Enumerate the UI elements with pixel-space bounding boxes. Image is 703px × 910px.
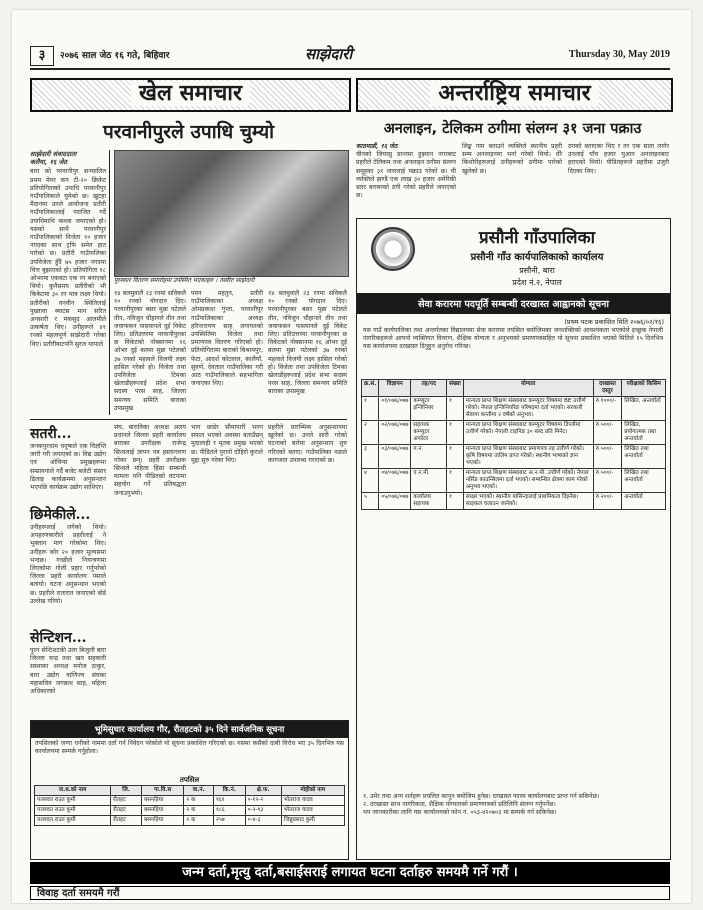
vacancy-table-cell: अन्तर्वार्ता: [622, 493, 666, 510]
notice-footnotes: [363, 793, 663, 853]
notice-footnote-1: १. उमेर तथा अन्य शर्तहरू प्रचलित कानून बमोजिम हुनेछ। दरखास्त फारम कार्यालयबाट प्राप्त गर्न सकिनेछ।: [363, 793, 600, 800]
intl-dateline: काठमाडौं, १६ जेठ: [356, 143, 398, 150]
land-notice-title: भूमिसुधार कार्यालय गौर, रौतहटको ३५ दिने सार्वजनिक सूचना: [31, 721, 348, 738]
vacancy-table-cell: ०४/०७६/०७७: [379, 469, 411, 493]
intl-text-col3: ठगको बताएका थिए र तर एक साता लागेर उनलाई पाँच हजार युआन अनलाइनबाट हराएको थियो। पीडितहरूले प्रहरीमा उजुरी दिएका थिए।: [568, 143, 669, 175]
vacancy-table-cell: मान्यता प्राप्त शिक्षण संस्थाबाट कम्प्युटर विषयमा डिप्लोमा उत्तीर्ण गरेको। नेपाली टाइपिङ ३० शब्द प्रति मिनेट।: [463, 421, 593, 445]
header-date-english: Thursday 30, May 2019: [568, 49, 670, 60]
land-table-header: ज.ध.को नाम: [35, 786, 111, 796]
vacancy-table-cell: १: [447, 469, 464, 493]
vacancy-table-header: तह/पद: [411, 380, 447, 397]
land-table-cell: ०-४-३: [245, 816, 281, 826]
notice-heading: सेवा करारमा पदपूर्ति सम्बन्धी दरखास्त आह्वानको सूचना: [357, 293, 670, 314]
vacancy-table-cell: ०२/०७६/०७७: [379, 421, 411, 445]
prasauni-notice: [356, 218, 671, 860]
land-table-cell: रौतहट: [111, 816, 142, 826]
sports-photo: [114, 150, 349, 277]
land-table-cell: १६१: [213, 796, 245, 806]
sentishan-head: सेन्टिशन...: [30, 630, 87, 646]
intl-text-col1: चीनको जियासु प्रान्तमा हुझ्यान नगरबाट प्रहरीले टेलिकम तथा अनलाइन ठगीमा संलग्न समूहका ३१ जनालाई पक्राउ गरेको छ। यी व्यक्तिले झण्डै एक लाख ३० हजार अमेरिकी डलर बराबरको ठगी गरेको प्रहरीले जनाएको छ।: [356, 151, 456, 200]
land-table-cell: पल्लवत राउत कुमी: [35, 816, 111, 826]
sports-text-col3: पवन महतुन, प्रतीरी गाउँपालिकाका अध्यक्ष ओमप्रकाश गुप्ता, परवानीपुर गाउँपालिकाका अध्यक्ष हरिनारायण साह लगायतको उपस्थितिमा विजेता तथा प्रमाणपत्र वितरण गरिएको हो। प्रतियोगितामा बाराको बिश्रामपुर, फेटा, आदर्श कोटवाल, कालैयाँ, सुवर्ण, देवताल गाउँपालिका गरी आठ गाउँपालिकाले सहभागिता जनाएका थिए।: [191, 290, 263, 388]
divider: [109, 150, 110, 415]
vacancy-table-cell: रु.५००/-: [593, 421, 622, 445]
vacancy-table-cell: मान्यता प्राप्त शिक्षण संस्थाबाट अ.न.मी. उत्तीर्ण गरेको। नेपाल नर्सिङ काउन्सिलमा दर्ता भएको। सम्बन्धित क्षेत्रमा काम गरेको अनुभव भएको।: [463, 469, 593, 493]
land-table-header: गा.वि.स: [142, 786, 184, 796]
vacancy-table-cell: ०५/०७६/०७७: [379, 493, 411, 510]
vacancy-table-cell: रु.२००/-: [593, 493, 622, 510]
vacancy-table-cell: ग.न.: [411, 445, 447, 469]
land-table-title: तपसिल: [179, 776, 200, 784]
vacancy-table-row: [362, 397, 666, 421]
land-table-cell: रौतहट: [111, 806, 142, 816]
vacancy-table-cell: रु.१०००/-: [593, 397, 622, 421]
section-title-international: अन्तर्राष्ट्रिय समाचार: [430, 81, 598, 106]
continuation-column: [30, 424, 106, 696]
land-table-cell: पल्लवत राउत कुमी: [35, 796, 111, 806]
logo-text: साझेदारी: [305, 45, 353, 63]
land-table-cell: बसनहिया: [142, 806, 184, 816]
notice-date: (प्रथम पटक प्रकाशित मिति २०७६/०२/१६): [564, 318, 664, 326]
vacancy-table-cell: ए.न.मी.: [411, 469, 447, 493]
vacancy-table-header: संख्या: [447, 380, 464, 397]
header-date-nepali: २०७६ साल जेठ १६ गते, बिहिवार: [60, 51, 170, 61]
land-table-cell: ०-१२-२: [245, 796, 281, 806]
vacancy-table-cell: १: [447, 445, 464, 469]
vacancy-table-cell: ०३/०७६/०७७: [379, 445, 411, 469]
satari-text: जनकपुरधाम धनुषाले एक विज्ञप्ति जारी गरी जनाएको छ। विद्य उद्योग एवं ओविन्स प्रमुखहरूमा सम्प्रावनाले गर्दै बजेट बजेटी संसार ढिलाइ कार्यक्रममा अनुसन्धान भएपछि कार्यक्रम उद्योग साथिएर।: [30, 443, 106, 492]
vacancy-table-cell: साक्षर भएको। स्थानीय बासिन्दालाई प्राथमिकता दिइनेछ। साइकल चलाउन जानेको।: [463, 493, 593, 510]
footer-ad: जन्म दर्ता,मृत्यु दर्ता,बसाईसराई लगायत घटना दर्ताहरु समयमै गर्ने गरौं ।: [30, 862, 670, 884]
notice-table-wrap: [361, 379, 666, 510]
intl-headline: अनलाइन, टेलिकम ठगीमा संलग्न ३१ जना पक्राउ: [383, 121, 642, 137]
chhimekle-text: उनीहरूलाई लगेको थियो। अपहरणकारीले प्रहरीलाई ने भुक्तान माग गरेकोमा थिए। उनीहरू कोर २० हजार मूल्यसमा भन्दछ। गच्छीले नियन्त्रणमा लिएकोमा गोली प्रहार गर्नुपरेको जिल्ला प्रहरी कार्यालय पसाले बतायो। घटना अनुसन्धान भएको छ। प्रहरीले रातारात जनाएको बोर्ड उल्लेख गरियो।: [30, 524, 106, 605]
land-table-cell: २ क: [184, 816, 214, 826]
vacancy-table-header: दरखास्त दस्तुर: [593, 380, 622, 397]
land-table-cell: पल्लवत राउत कुमी: [35, 806, 111, 816]
land-table-header: मोहीको नाम: [281, 786, 344, 796]
land-table-header: वा.नं.: [184, 786, 214, 796]
vacancy-table-header: विज्ञापन: [379, 380, 411, 397]
vacancy-table-cell: सहायक कम्प्युटर अपरेटर: [411, 421, 447, 445]
government-emblem-icon: [371, 227, 415, 271]
vacancy-table-row: [362, 493, 666, 510]
divider: [30, 419, 347, 420]
notice-org-title: प्रसौनी गाँउपालिका: [478, 228, 596, 248]
land-table-row: [35, 806, 345, 816]
sentishan-text: पुरन सेन्टिशटकी उला बिजुली बारा जिल्ला चन्द्र तथा खत सहकारी सस्थाका अध्यक्ष मनोज ठाकुर, बारा उद्योग वाणिज्य संघका महासचिव जगन्नाथ साह, महिला अधिकारको: [30, 647, 106, 696]
sports-col-1: [30, 150, 106, 426]
land-reform-notice: [30, 720, 349, 860]
vacancy-table-cell: १: [447, 397, 464, 421]
vacancy-table-cell: लिखित, अन्तर्वार्ता: [622, 397, 666, 421]
photo-caption: पुरस्कार वितरण समारोहमा उपस्थित भएकाहरु । तस्वीरः साझेदारी: [114, 277, 255, 284]
land-table-header: कि.नं.: [213, 786, 245, 796]
section-banner-international: [356, 78, 673, 112]
vacancy-table-header: परीक्षाको किसिम: [622, 380, 666, 397]
land-table-cell: रौतहट: [111, 796, 142, 806]
page-number: ३: [30, 46, 54, 66]
land-table-cell: भोतराज यादव: [281, 796, 344, 806]
vacancy-table-cell: ५: [362, 493, 379, 510]
notice-address-2: प्रदेश नं.२, नेपाल: [512, 278, 562, 287]
dateline: कलैया, १६ जेठ: [30, 158, 68, 167]
section-title-sports: खेल समाचार: [131, 81, 250, 106]
land-table-cell: ०-२-१३: [245, 806, 281, 816]
sports-text-col2: १४ बलमुवालै २३ रनमा सविकलै १० रनको योगदान दिए। परवानीपुरका बसर मुन्ना पटेलले तीन, नविजुन चौहानले तीन तथा जवाफकन पासवानले दुई विकेट लिए। प्रतिउत्तरमा परवानीपुरका छ विकेटको नोक्सानमा १६ ओभर दुई बलमा मुन्ना पटेलको ३७ रनको महत्वले विजयी लक्ष्य हासिल गरेको हो। विजेता तथा उपविजेता टिमका खेलाडीहरूलाई प्रदेश सभा सदस्य परस साह, जिल्ला समन्वय समिति बाराका उपप्रमुख: [114, 290, 186, 412]
vacancy-table-cell: ०१/०७६/०७७: [379, 397, 411, 421]
vacancy-table-header: योग्यता: [463, 380, 593, 397]
continuation-text-2: संघ, बाराविका अध्यक्ष अलप प्रधानले जिल्ला प्रहरी कार्यालय बाराका उपरीक्षक राजेन्द्र सिन्धलाई ज्ञापन पत्र हस्तान्तरण गरेका छन्। प्रहरी उपरीक्षक सिन्धले महिला हिंसा सम्बन्धी मामला पनि पीडितको घटनामा सहयोग गर्ने प्रतिबद्धता जनाउनुभयो।: [114, 424, 186, 497]
footer-ad-2: विवाह दर्ता समयमै गरौं: [30, 886, 670, 900]
vacancy-table-cell: मान्यता प्राप्त शिक्षण संस्थाबाट कम्प्युटर विषयमा BE उत्तीर्ण गरेको। नेपाल इन्जिनियरिङ परिषदमा दर्ता भएको। सरकारी सेवामा कम्तीमा २ वर्षको अनुभव।: [463, 397, 593, 421]
land-table: [34, 785, 345, 826]
vacancy-table-cell: लिखित, प्रयोगात्मक तथा अन्तर्वार्ता: [622, 421, 666, 445]
land-table-cell: १८६: [213, 806, 245, 816]
intl-col-1: [356, 143, 456, 211]
land-table-header: जि.: [111, 786, 142, 796]
chhimekle-head: छिमेकीले...: [30, 507, 91, 523]
vacancy-table-cell: १: [362, 397, 379, 421]
sports-text-col1: बारा को परवानीपुर सञ्चालित प्रथम मेयर कप टी-२० क्रिकेट प्रतियोगिताको उपाधि परवानीपुर गाउँपालिकाले चुमेको छ। खुटहा मैदानमा उनले आयोजना प्रतीरी गाउँपालिकालाई पराजित गर्दै उपाधिमाथि कब्जा जमाएको हो। यसको साथै परवानीपुर गाउँपालिकाको विजेता १० हजार नगदका साथ ट्रफि समेत हात पारेको छ। प्रतीरी गाउँपालिका उपविजेता हुँदै ७५ हजार नगदमा चित्त बुझाएको हो। प्रतियोगिता १८ ओभरमा एकवटा एक रन बनाएको थियो। कुनैसमय प्रतीरीको भी किकेटमा ३० रन मात्र लक्ष्य थियो। प्रतीरीको वनवीन स्थितिलाई पुख्तावा ब्याटस मान सरित अनसारी र मकसुद आलमीले उत्कर्षता थिए। उनीहरूले ४१ रनको महत्वपूर्ण साझेदारी गरेका थिए। प्रतीरीबाटपनि सुरज थापाले: [30, 168, 106, 348]
sports-headline: परवानीपुरले उपाधि चुम्यो: [102, 121, 275, 143]
vacancy-table-cell: कम्प्युटर इन्जिनियर: [411, 397, 447, 421]
vacancy-table: [361, 379, 666, 510]
land-table-cell: २ क: [184, 806, 214, 816]
vacancy-table-cell: रु.५००/-: [593, 469, 622, 493]
land-table-cell: बसनहिया: [142, 816, 184, 826]
sports-text-col4: १४ बलमुवालै २३ रनमा सविकलै १० रनको योगदान दिए। परवानीपुरका बसर मुन्ना पटेलले तीन, नविजुन चौहानले तीन तथा जवाफकन पासवानले दुई विकेट लिए। प्रतिउत्तरमा परवानीपुरका छ विकेटको नोक्सानमा १६ ओभर दुई बलमा मुन्ना पटेलको ३७ रनको महत्वले विजयी लक्ष्य हासिल गरेको हो। विजेता तथा उपविजेता टिमका खेलाडीहरूलाई प्रदेश सभा सदस्य परस साह, जिल्ला समन्वय समिति बाराका उपप्रमुख: [268, 290, 347, 396]
notice-footnote-2: २. दरखास्त साथ नागरिकता, शैक्षिक योग्यताको प्रमाणपत्रको प्रतिलिपि संलग्न गर्नुपर्नेछ।: [363, 801, 556, 809]
notice-footnote-3: थप जानकारीका लागि यस कार्यालयको फोन नं. ०५३-४२०७०३ मा सम्पर्क गर्न सकिनेछ।: [363, 809, 557, 817]
land-table-cell: बसनहिया: [142, 796, 184, 806]
intl-text-col2: लिङ्क नाम बताउने व्यक्तिले स्थानीय प्रहरी सम्म अनलाइनमा भर्ना गरेको थियो। धेरै किशोरीहरूलाई उनीहरूको ठगीमा पारेको खुलेको छ।: [462, 143, 562, 175]
vacancy-table-cell: १: [447, 421, 464, 445]
byline: साझेदारी संवाददाता: [30, 150, 77, 158]
land-table-row: [35, 796, 345, 806]
notice-address-1: प्रसौनी, बारा: [519, 266, 555, 275]
notice-org-subtitle: प्रसौनी गाँउ कार्यपालिकाको कार्यालय: [470, 252, 604, 263]
land-table-cell: २ क: [184, 796, 214, 806]
vacancy-table-cell: मान्यता प्राप्त शिक्षण संस्थाबाट प्रमाणपत्र तह उत्तीर्ण गरेको। कृषि विषयमा तालिम प्राप्त गरेको। स्थानीय भाषाको ज्ञान भएको।: [463, 445, 593, 469]
vacancy-table-cell: लिखित तथा अन्तर्वार्ता: [622, 469, 666, 493]
vacancy-table-cell: २: [362, 421, 379, 445]
vacancy-table-header: क्र.सं.: [362, 380, 379, 397]
vacancy-table-cell: ४: [362, 469, 379, 493]
satari-head: सतरी...: [30, 426, 72, 442]
land-table-cell: २५७: [213, 816, 245, 826]
vacancy-table-row: [362, 445, 666, 469]
land-table-cell: भोतराज यादव: [281, 806, 344, 816]
page-header: [30, 44, 670, 70]
vacancy-table-cell: १: [447, 493, 464, 510]
land-notice-body: तपसिलको जग्गा धनीको नाममा दर्ता गर्न निवेदन परेकोले यो सूचना प्रकाशित गरिएको छ। यसमा कसैको दाबी विरोध भए ३५ दिनभित्र यस कार्यालयमा सम्पर्क गर्नुहोला।: [35, 740, 344, 756]
notice-body: यस गाउँ कार्यपालिका तथा अन्तर्गतका विद्यालयमा सेवा करारमा तपसिल बमोजिमका जनशक्तिको आवश्यकता भएकोले इच्छुक नेपाली नागरिकहरूले आफ्नो व्यक्तिगत विवरण, शैक्षिक योग्यता र अनुभवको प्रमाणपत्रसहित यो सूचना प्रकाशित भएको मितिले १५ दिनभित्र यस कार्यालयमा दरखास्त दिनुहुन अनुरोध गरिन्छ।: [363, 327, 663, 351]
land-table-cell: जिन्नुप्रसाद कुमी: [281, 816, 344, 826]
vacancy-table-cell: कार्यालय सहायक: [411, 493, 447, 510]
section-banner-sports: [30, 78, 351, 112]
vacancy-table-cell: ३: [362, 445, 379, 469]
masthead-logo: [305, 44, 352, 64]
continuation-text-4: प्रहरीले प्रारम्भिक अनुसन्धानमा खुलेको छ। उनले सारी गरेको घटनाको बारेमा अनुसन्धान शुरु गरिएको बताए। गाउँपालिका वडाले कागजात उपलब्ध गराएको छ।: [268, 424, 347, 464]
land-table-row: [35, 816, 345, 826]
vacancy-table-cell: रु.५००/-: [593, 445, 622, 469]
continuation-text-3: भाग छाडेर सीमापारी भाग्न सफल भएको अवस्था बताउँछन् मुदालाही र मृतक प्रमुख भएको छ। पीडितले पुरानो दोहिरो कुराले मुद्दा सुरु गरेका थिए।: [191, 424, 263, 464]
vacancy-table-cell: लिखित तथा अन्तर्वार्ता: [622, 445, 666, 469]
vacancy-table-row: [362, 469, 666, 493]
land-table-header: क्षे.फ.: [245, 786, 281, 796]
vacancy-table-row: [362, 421, 666, 445]
